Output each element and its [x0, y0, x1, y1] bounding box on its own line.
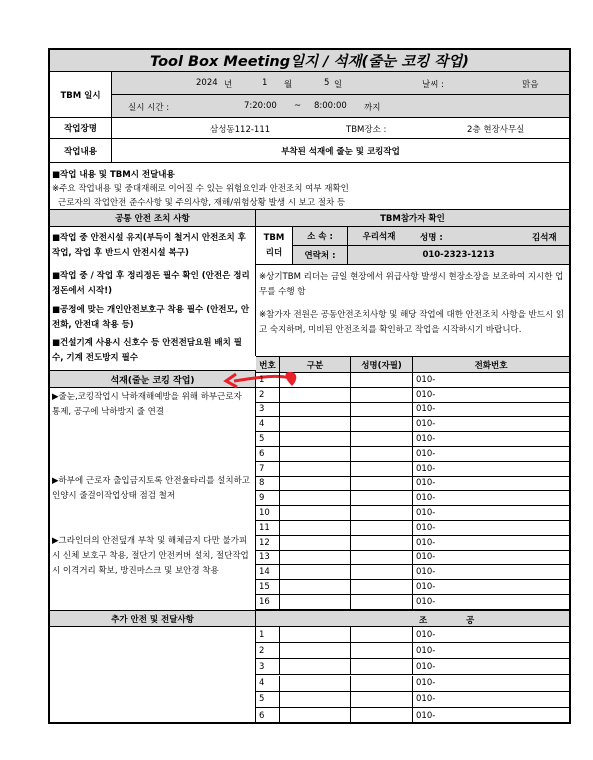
work-label: 작업내용 [50, 139, 112, 163]
year-value: 2024 [196, 78, 218, 88]
row-phone-cell: 010- [413, 462, 569, 477]
affil-value: 우리석재 [348, 227, 410, 246]
task-list [50, 388, 256, 610]
row-number: 4 [256, 417, 280, 432]
weather-label: 날씨 : [422, 80, 444, 90]
row-division-cell [280, 373, 351, 388]
row-division-cell [280, 506, 351, 521]
tbm-place-label: TBM장소 : [346, 125, 387, 135]
common-item: ■공정에 맞는 개인안전보호구 착용 필수 (안전모, 안전화, 안전대 착용 등) [52, 305, 250, 330]
task-item: ▶그라인더의 안전덮개 부착 및 해체금지 다만 불가피시 신체 보호구 착용, 절단기 안전커버 설치, 절단작업시 이격거리 확보, 방진마스크 및 보안경 착용 [52, 536, 249, 576]
leader-name-row [410, 227, 569, 246]
row-number: 1 [256, 373, 280, 388]
row-number: 5 [256, 432, 280, 447]
extra-row-name-cell [351, 708, 413, 724]
weather-value: 맑음 [522, 80, 539, 90]
extra-row-phone-cell: 010- [413, 627, 569, 643]
col-phone-header: 전화번호 [413, 356, 569, 373]
row-division-cell [280, 432, 351, 447]
leader-name: 김석재 [532, 233, 557, 243]
row-number: 6 [256, 447, 280, 462]
extra-row-number: 1 [256, 627, 280, 643]
row-division-cell [280, 565, 351, 580]
contact-value: 010-2323-1213 [348, 246, 569, 265]
row-division-cell [280, 403, 351, 418]
extra-row-phone-cell: 010- [416, 710, 436, 721]
row-name-cell[interactable] [351, 551, 413, 566]
row-number: 7 [256, 462, 280, 477]
participant-note: ※참가자 전원은 공동안전조치사항 및 해당 작업에 대한 안전조치 사항을 반드시 읽고 숙지하며, 미비된 안전조치를 확인하고 작업을 시작하시기 바랍니다. [259, 310, 565, 335]
row-phone-cell: 010- [413, 580, 569, 595]
row-phone-cell: 010- [413, 521, 569, 536]
extra-row-number: 5 [256, 692, 280, 708]
until-text: 까지 [364, 103, 381, 113]
row-number: 8 [256, 477, 280, 492]
extra-row-number: 2 [256, 643, 280, 659]
row-name-cell[interactable] [351, 580, 413, 595]
row-name-cell[interactable] [351, 462, 413, 477]
row-division-cell [280, 491, 351, 506]
extra-row-name-cell [351, 627, 413, 643]
row-phone-cell: 010- [413, 432, 569, 447]
extra-row-number: 3 [256, 659, 280, 675]
extra-row-division-cell [280, 627, 351, 643]
extra-row-name-cell [351, 643, 413, 659]
row-phone-cell: 010- [413, 565, 569, 580]
row-name-cell[interactable] [351, 595, 413, 610]
row-number: 3 [256, 403, 280, 418]
day-unit: 일 [334, 80, 343, 90]
extra-row-division-cell [280, 708, 351, 724]
row-division-cell [280, 388, 351, 403]
row-phone-cell: 010- [413, 417, 569, 432]
col-name-header: 성명(자필) [351, 356, 413, 373]
year-unit: 년 [224, 80, 233, 90]
contact-label: 연락처 : [293, 246, 348, 265]
common-item: ■건설기계 사용시 신호수 등 안전전담요원 배치 필수, 기계 전도방지 필수 [52, 338, 243, 363]
common-header: 공통 안전 조치 사항 [50, 210, 256, 227]
affil-label: 소 속 : [293, 227, 348, 246]
group-suffix: 공 [466, 616, 475, 626]
row-name-cell[interactable] [351, 403, 413, 418]
row-phone-cell: 010- [413, 491, 569, 506]
row-phone-cell: 010- [413, 536, 569, 551]
month-value: 1 [262, 78, 268, 88]
extra-row-division-cell [280, 659, 351, 675]
row-name-cell[interactable] [351, 388, 413, 403]
row-phone-cell: 010- [413, 373, 569, 388]
common-item: ■작업 중 / 작업 후 정리정돈 필수 확인 (안전은 정리정돈에서 시작!) [52, 271, 250, 296]
extra-row-phone-cell: 010- [413, 676, 569, 692]
attend-notes [256, 265, 569, 356]
row-phone-cell: 010- [413, 551, 569, 566]
row-name-cell[interactable] [351, 536, 413, 551]
row-number: 13 [256, 551, 280, 566]
title-text: Tool Box Meeting일지 / 석재(줄눈 코킹 작업) [150, 54, 469, 70]
row-name-cell[interactable] [351, 417, 413, 432]
row-name-cell[interactable] [351, 477, 413, 492]
row-phone-cell: 010- [413, 477, 569, 492]
row-number: 2 [256, 388, 280, 403]
row-division-cell [280, 447, 351, 462]
date-row [112, 72, 569, 95]
common-list [50, 227, 256, 363]
extra-notes-area [50, 627, 256, 724]
row-phone-cell: 010- [413, 595, 569, 610]
notice-line2: 근로자의 작업안전 준수사항 및 주의사항, 재해/위험상황 발생 시 보고 절차 등 [58, 198, 346, 208]
row-division-cell [280, 580, 351, 595]
row-number: 16 [256, 595, 280, 610]
row-phone-cell: 010- [413, 447, 569, 462]
task-item: ▶하부에 근로자 출입금지토록 안전울타리를 설치하고 인양시 줄걸이작업상태 점검 철저 [52, 476, 250, 501]
time-label: 실시 시간 : [128, 103, 170, 113]
page-title [50, 50, 569, 72]
row-name-cell[interactable] [351, 373, 413, 388]
tbm-leader-label: TBM 리더 [256, 227, 293, 265]
row-name-cell[interactable] [351, 565, 413, 580]
common-item: ■작업 중 안전시설 유지(부득이 철거시 안전조치 후 작업, 작업 후 반드시 안전시설 복구) [52, 233, 246, 258]
col-division-header: 구분 [280, 356, 351, 373]
row-division-cell [280, 521, 351, 536]
time-sep: ~ [294, 101, 302, 111]
row-number: 9 [256, 491, 280, 506]
extra-row-number: 6 [256, 708, 280, 724]
task-item: ▶줄눈,코킹작업시 낙하재해예방을 위해 하부근로자 통제, 공구에 낙하방지 줄 연결 [52, 392, 242, 417]
extra-row-name-cell [351, 692, 413, 708]
site-row [112, 118, 569, 139]
extra-row-name-cell [351, 659, 413, 675]
notice-heading: ■작업 내용 및 TBM시 전달내용 [52, 170, 175, 180]
work-content: 부착된 석재에 줄눈 및 코킹작업 [112, 139, 569, 163]
extra-header: 추가 안전 및 전달사항 [50, 610, 256, 627]
extra-row-phone-cell: 010- [413, 692, 569, 708]
end-time: 8:00:00 [314, 101, 347, 111]
row-division-cell [280, 595, 351, 610]
row-phone-cell: 010- [413, 388, 569, 403]
row-division-cell [280, 417, 351, 432]
document-page [48, 48, 571, 724]
site-name: 삼성동112-111 [210, 125, 271, 135]
leader-name-label: 성명 : [420, 233, 443, 243]
row-division-cell [280, 462, 351, 477]
leader-note: ※상기TBM 리더는 금일 현장에서 위급사항 발생시 현장소장을 보조하여 지시한 업무를 수행 함 [259, 272, 564, 297]
row-name-cell[interactable] [351, 447, 413, 462]
site-label: 작업장명 [50, 118, 112, 139]
row-name-cell[interactable] [351, 491, 413, 506]
row-name-cell[interactable] [351, 506, 413, 521]
row-division-cell [280, 551, 351, 566]
row-name-cell[interactable] [351, 432, 413, 447]
notice-block [50, 163, 569, 210]
row-name-cell[interactable] [351, 521, 413, 536]
row-number: 10 [256, 506, 280, 521]
extra-row-name-cell [351, 676, 413, 692]
extra-row-division-cell [280, 643, 351, 659]
extra-row-division-cell [280, 676, 351, 692]
row-phone-cell: 010- [413, 506, 569, 521]
day-value: 5 [324, 78, 330, 88]
row-division-cell [280, 536, 351, 551]
time-row [112, 95, 569, 118]
extra-row-division-cell [280, 692, 351, 708]
tbm-date-label: TBM 일시 [50, 72, 112, 118]
notice-line1: ※주요 작업내용 및 중대재해로 이어질 수 있는 위험요인과 안전조치 여부 재확인 [52, 184, 349, 194]
row-number: 12 [256, 536, 280, 551]
row-number: 14 [256, 565, 280, 580]
row-phone-cell: 010- [413, 403, 569, 418]
tbm-place-value: 2층 현장사무실 [467, 125, 525, 135]
task-header: 석재(줄눈 코킹 작업) [50, 370, 256, 388]
extra-group-header [256, 610, 569, 627]
row-number: 11 [256, 521, 280, 536]
col-no-header: 번호 [256, 356, 280, 373]
extra-row-phone-cell: 010- [413, 659, 569, 675]
start-time: 7:20:00 [244, 101, 277, 111]
row-number: 15 [256, 580, 280, 595]
month-unit: 월 [284, 80, 293, 90]
group-label: 조 [419, 616, 428, 626]
extra-row-phone-cell: 010- [413, 643, 569, 659]
row-division-cell [280, 477, 351, 492]
extra-row-number: 4 [256, 676, 280, 692]
attend-header: TBM참가자 확인 [256, 210, 569, 227]
